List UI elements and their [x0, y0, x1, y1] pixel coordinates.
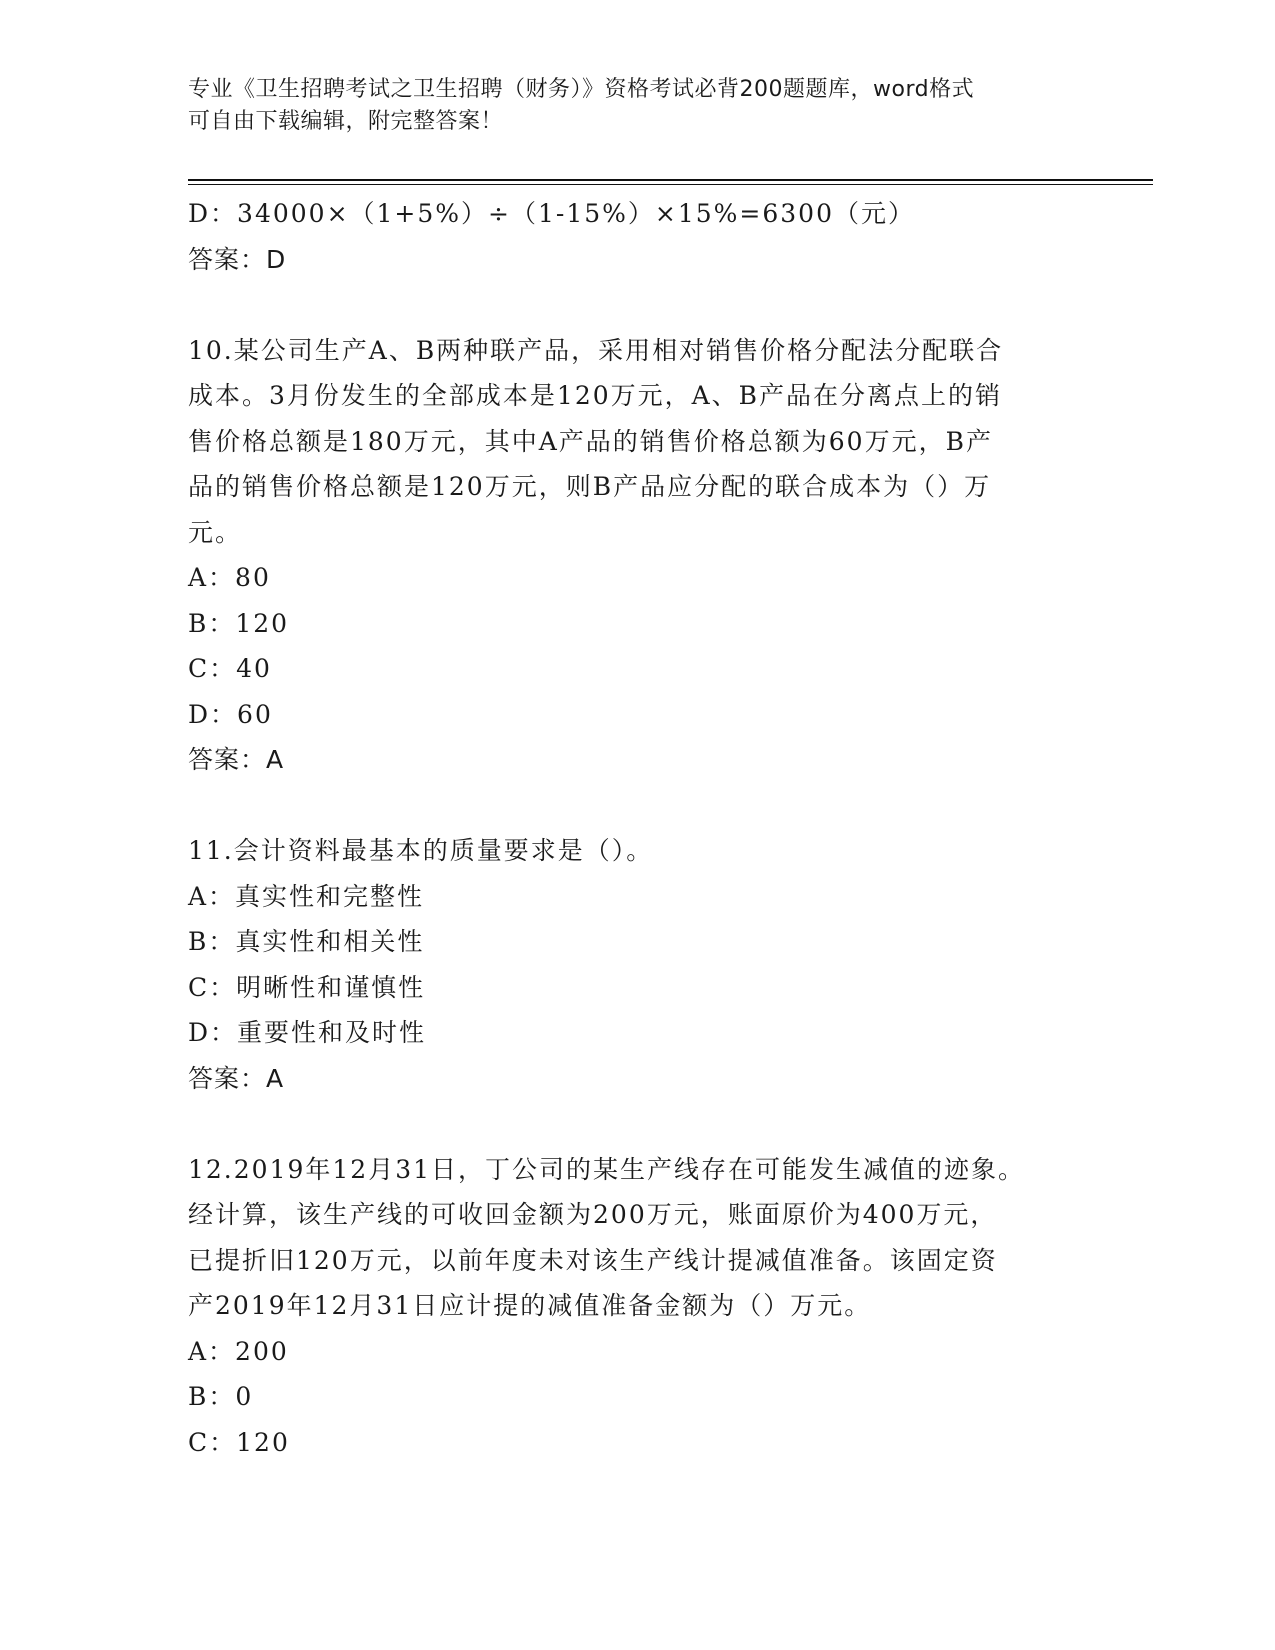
- header-divider-thin: [188, 184, 1153, 185]
- question-10: [188, 328, 1068, 783]
- option-b: B：真实性和相关性: [188, 927, 425, 956]
- option-a: A：真实性和完整性: [188, 881, 425, 911]
- question-text-line: 产2019年12月31日应计提的减值准备金额为（）万元。: [188, 1291, 872, 1320]
- option-d: D：重要性和及时性: [188, 1018, 427, 1047]
- document-body: [188, 191, 1068, 1465]
- option-d: D：34000×（1+5%）÷（1-15%）×15%=6300（元）: [188, 199, 915, 228]
- question-text-line: 已提折旧120万元，以前年度未对该生产线计提减值准备。该固定资: [188, 1245, 998, 1275]
- header-line-2: 可自由下载编辑，附完整答案！: [188, 109, 504, 134]
- spacer: [188, 1101, 1068, 1147]
- option-a: A：200: [188, 1336, 289, 1366]
- question-12: [188, 1147, 1068, 1466]
- header-line-1: 专业《卫生招聘考试之卫生招聘（财务）》资格考试必背200题题库，word格式: [188, 77, 975, 102]
- question-text-line: 经计算，该生产线的可收回金额为200万元，账面原价为400万元，: [188, 1200, 998, 1229]
- question-text-line: 11.会计资料最基本的质量要求是（）。: [188, 836, 654, 865]
- option-b: B：120: [188, 608, 290, 638]
- option-c: C：120: [188, 1427, 290, 1457]
- option-c: C：明晰性和谨慎性: [188, 972, 426, 1002]
- spacer: [188, 282, 1068, 328]
- question-11: [188, 828, 1068, 1101]
- option-d: D：60: [188, 699, 273, 729]
- spacer: [188, 783, 1068, 829]
- answer: 答案：D: [188, 244, 287, 274]
- option-c: C：40: [188, 654, 272, 683]
- option-a: A：80: [188, 563, 271, 592]
- question-text-line: 品的销售价格总额是120万元，则B产品应分配的联合成本为（）万: [188, 472, 992, 501]
- document-header: [188, 74, 1068, 138]
- answer: 答案：A: [188, 745, 285, 774]
- question-text-line: 售价格总额是180万元，其中A产品的销售价格总额为60万元，B产: [188, 426, 993, 456]
- answer: 答案：A: [188, 1063, 285, 1093]
- prev-question-tail: [188, 191, 1068, 282]
- question-text-line: 元。: [188, 517, 243, 547]
- header-divider-thick: [188, 179, 1153, 181]
- option-b: B：0: [188, 1382, 254, 1411]
- question-text-line: 12.2019年12月31日，丁公司的某生产线存在可能发生减值的迹象。: [188, 1154, 1026, 1184]
- question-text-line: 成本。3月份发生的全部成本是120万元，A、B产品在分离点上的销: [188, 381, 1003, 410]
- question-text-line: 10.某公司生产A、B两种联产品，采用相对销售价格分配法分配联合: [188, 335, 1004, 365]
